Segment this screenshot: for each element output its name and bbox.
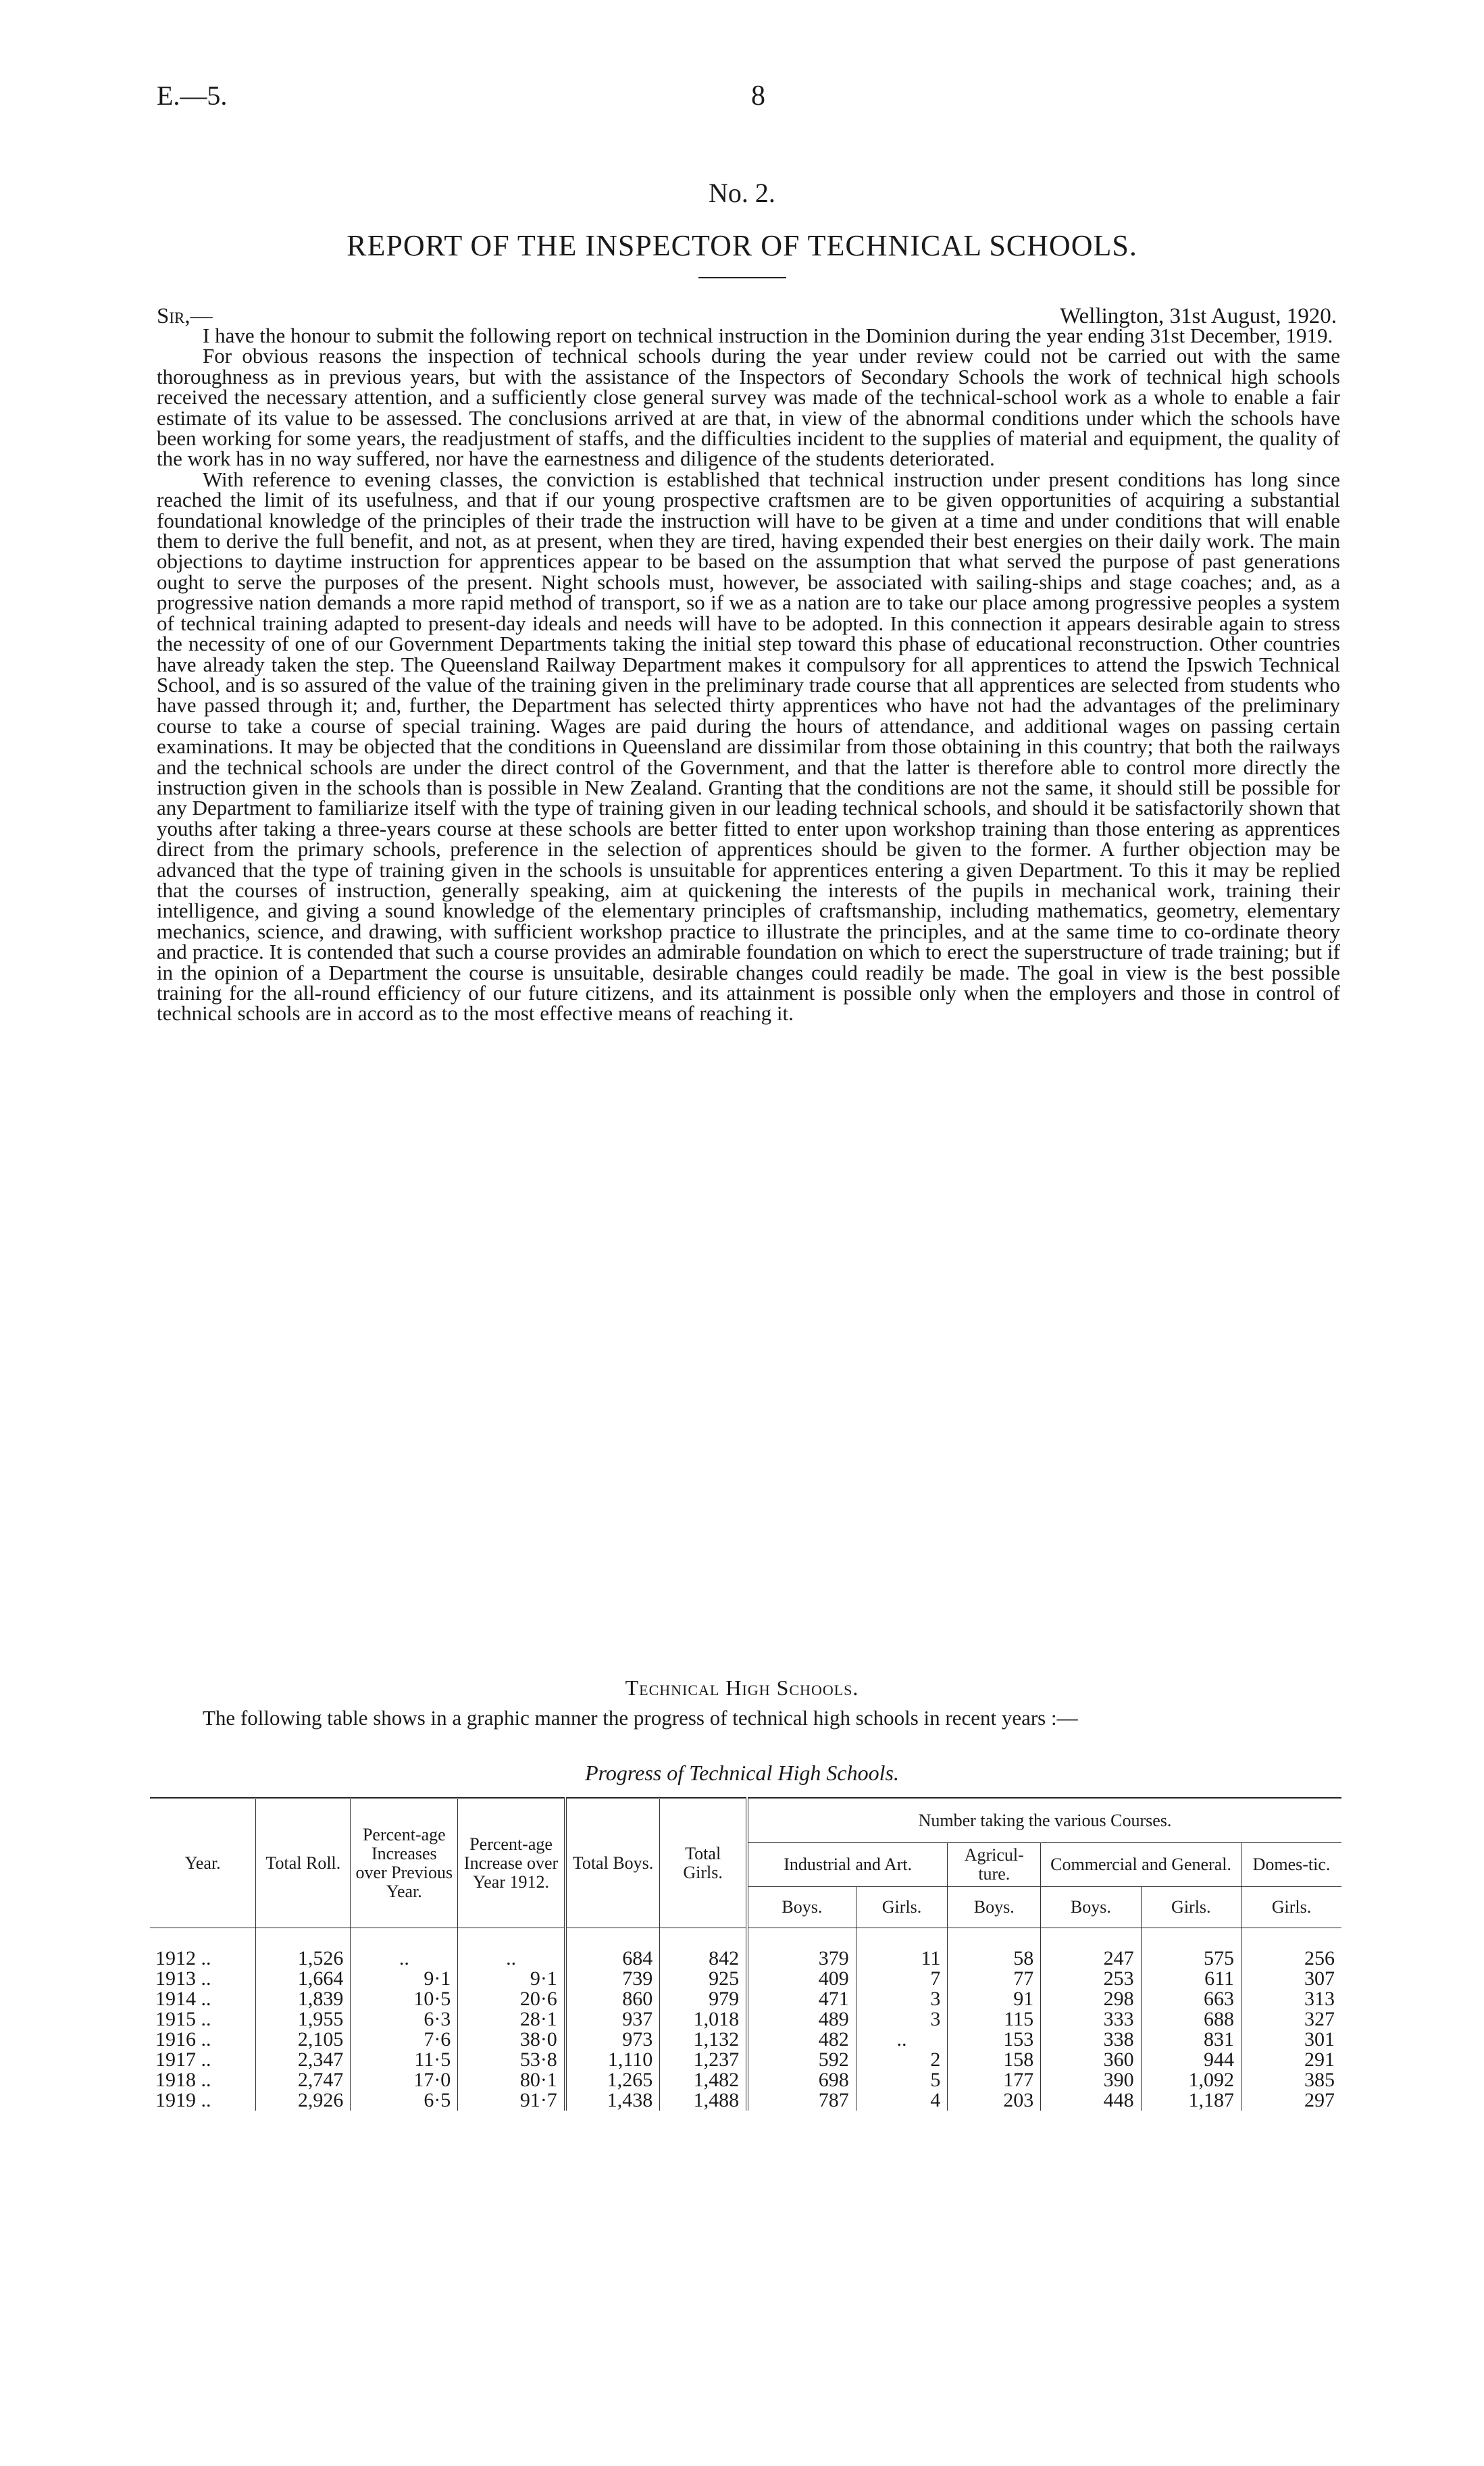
- cell-pct-1912: 9·1: [458, 1969, 565, 1989]
- cell-pct-1912: 91·7: [458, 2090, 565, 2111]
- cell-agriculture-boys: 177: [948, 2070, 1041, 2090]
- header-total-girls: Total Girls.: [660, 1798, 747, 1928]
- cell-industrial-boys: 471: [747, 1989, 856, 2009]
- cell-year: 1919 ..: [150, 2090, 256, 2111]
- header-agriculture-boys: Boys.: [948, 1887, 1041, 1928]
- cell-industrial-boys: 787: [747, 2090, 856, 2111]
- cell-pct-prev: 6·3: [351, 2009, 458, 2030]
- cell-agriculture-boys: 153: [948, 2030, 1041, 2050]
- cell-domestic-girls: 313: [1304, 1988, 1335, 2010]
- cell-industrial-girls: 5: [856, 2070, 948, 2090]
- cell-year: 1916 ..: [150, 2030, 256, 2050]
- cell-industrial-girls: 7: [856, 1969, 948, 1989]
- cell-total-boys: 684: [565, 1928, 660, 1969]
- cell-domestic-girls: 385: [1304, 2069, 1335, 2091]
- header-domestic: Domes-tic.: [1242, 1843, 1342, 1887]
- cell-domestic-girls: 307: [1304, 1967, 1335, 1990]
- cell-domestic-girls: 256: [1304, 1947, 1335, 1969]
- cell-pct-1912: 28·1: [458, 2009, 565, 2030]
- cell-total-roll: 1,839: [256, 1989, 351, 2009]
- dateline: Wellington, 31st August, 1920.: [1060, 304, 1337, 328]
- progress-table: [150, 1797, 1341, 2111]
- cell-total-girls: 1,488: [660, 2090, 747, 2111]
- cell-industrial-girls: 3: [856, 2009, 948, 2030]
- cell-total-boys: 1,438: [565, 2090, 660, 2111]
- cell-total-boys: 973: [565, 2030, 660, 2050]
- cell-commercial-girls: 1,092: [1141, 2070, 1241, 2090]
- table-row: [150, 2050, 1341, 2070]
- cell-year: 1918 ..: [150, 2070, 256, 2090]
- cell-year: 1912 ..: [150, 1928, 256, 1969]
- cell-commercial-boys: 338: [1041, 2030, 1141, 2050]
- cell-year: 1913 ..: [150, 1969, 256, 1989]
- cell-total-roll: 1,955: [256, 2009, 351, 2030]
- cell-commercial-boys: 333: [1041, 2009, 1141, 2030]
- paragraph: For obvious reasons the inspection of technical schools during the year under review could not be carried out with the same thoroughness as in previous years, but with the assistance of the Inspectors of Secondary Schools the work of technical high schools received the necessary attention, and a sufficiently close general survey was made of the technical-school work as a whole to enable a fair estimate of its value to be assessed. The conclusions arrived at are that, in view of the abnormal conditions under which the schools have been working for some years, the readjustment of staffs, and the difficulties incident to the supplies of material and equipment, the quality of the work has in no way suffered, nor have the earnestness and diligence of the students deteriorated.: [157, 344, 1340, 471]
- cell-agriculture-boys: 115: [948, 2009, 1041, 2030]
- cell-commercial-boys: 448: [1041, 2090, 1141, 2111]
- cell-total-roll: 1,526: [256, 1928, 351, 1969]
- title-divider: [698, 277, 786, 278]
- cell-industrial-boys: 409: [747, 1969, 856, 1989]
- cell-industrial-girls: ..: [856, 2030, 948, 2050]
- cell-pct-1912: 80·1: [458, 2070, 565, 2090]
- cell-year: 1917 ..: [150, 2050, 256, 2070]
- table-row: [150, 1989, 1341, 2009]
- cell-total-roll: 2,347: [256, 2050, 351, 2070]
- cell-total-girls: 925: [660, 1969, 747, 1989]
- cell-industrial-girls: 11: [856, 1928, 948, 1969]
- cell-pct-prev: 11·5: [351, 2050, 458, 2070]
- header-pct-1912: Percent-age Increase over Year 1912.: [458, 1798, 565, 1928]
- table-row: [150, 2030, 1341, 2050]
- cell-total-girls: 1,132: [660, 2030, 747, 2050]
- cell-commercial-girls: 831: [1141, 2030, 1241, 2050]
- cell-agriculture-boys: 77: [948, 1969, 1041, 1989]
- cell-industrial-girls: 4: [856, 2090, 948, 2111]
- table-row: [150, 2070, 1341, 2090]
- cell-commercial-boys: 390: [1041, 2070, 1141, 2090]
- cell-total-roll: 2,926: [256, 2090, 351, 2111]
- cell-total-boys: 937: [565, 2009, 660, 2030]
- cell-commercial-girls: 688: [1141, 2009, 1241, 2030]
- cell-total-roll: 2,747: [256, 2070, 351, 2090]
- cell-commercial-girls: 575: [1141, 1928, 1241, 1969]
- cell-agriculture-boys: 58: [948, 1928, 1041, 1969]
- header-pct-prev: Percent-age Increases over Previous Year.: [351, 1798, 458, 1928]
- cell-commercial-boys: 298: [1041, 1989, 1141, 2009]
- cell-industrial-girls: 3: [856, 1989, 948, 2009]
- cell-domestic-girls: 301: [1304, 2028, 1335, 2050]
- cell-year: 1915 ..: [150, 2009, 256, 2030]
- cell-pct-1912: 20·6: [458, 1989, 565, 2009]
- cell-total-girls: 979: [660, 1989, 747, 2009]
- report-body: [157, 326, 1340, 1024]
- cell-industrial-boys: 482: [747, 2030, 856, 2050]
- cell-industrial-girls: 2: [856, 2050, 948, 2070]
- cell-commercial-girls: 611: [1141, 1969, 1241, 1989]
- cell-commercial-girls: 663: [1141, 1989, 1241, 2009]
- report-number: No. 2.: [709, 178, 775, 208]
- table-body: [150, 1928, 1341, 2111]
- report-title: REPORT OF THE INSPECTOR OF TECHNICAL SCHOOLS.: [347, 229, 1137, 262]
- cell-total-girls: 1,237: [660, 2050, 747, 2070]
- page-header: [157, 80, 1337, 120]
- cell-industrial-boys: 489: [747, 2009, 856, 2030]
- header-industrial: Industrial and Art.: [747, 1843, 948, 1887]
- table-row: [150, 2009, 1341, 2030]
- cell-commercial-boys: 247: [1041, 1928, 1141, 1969]
- cell-commercial-boys: 360: [1041, 2050, 1141, 2070]
- cell-pct-prev: 9·1: [351, 1969, 458, 1989]
- cell-pct-prev: 6·5: [351, 2090, 458, 2111]
- section-heading: Technical High Schools.: [625, 1676, 859, 1700]
- cell-domestic-girls: 297: [1304, 2089, 1335, 2111]
- cell-pct-1912: 53·8: [458, 2050, 565, 2070]
- cell-industrial-boys: 698: [747, 2070, 856, 2090]
- cell-commercial-girls: 944: [1141, 2050, 1241, 2070]
- cell-total-girls: 1,482: [660, 2070, 747, 2090]
- cell-pct-prev: 10·5: [351, 1989, 458, 2009]
- cell-pct-1912: ..: [458, 1928, 565, 1969]
- table-row: [150, 1928, 1341, 1969]
- cell-total-boys: 860: [565, 1989, 660, 2009]
- cell-total-boys: 1,265: [565, 2070, 660, 2090]
- header-courses: Number taking the various Courses.: [747, 1798, 1341, 1843]
- cell-domestic-girls: 291: [1304, 2048, 1335, 2071]
- header-industrial-boys: Boys.: [747, 1887, 856, 1928]
- cell-pct-prev: 17·0: [351, 2070, 458, 2090]
- cell-total-roll: 2,105: [256, 2030, 351, 2050]
- header-commercial-boys: Boys.: [1041, 1887, 1141, 1928]
- cell-total-roll: 1,664: [256, 1969, 351, 1989]
- cell-industrial-boys: 592: [747, 2050, 856, 2070]
- cell-industrial-boys: 379: [747, 1928, 856, 1969]
- header-year: Year.: [150, 1798, 256, 1928]
- cell-domestic-girls: 327: [1304, 2008, 1335, 2030]
- header-commercial: Commercial and General.: [1041, 1843, 1242, 1887]
- cell-total-boys: 739: [565, 1969, 660, 1989]
- document-reference: E.—5.: [157, 80, 228, 111]
- table-row: [150, 2090, 1341, 2111]
- salutation: Sir,—: [157, 304, 213, 328]
- header-agriculture: Agricul-ture.: [948, 1843, 1041, 1887]
- cell-total-girls: 842: [660, 1928, 747, 1969]
- header-domestic-girls: Girls.: [1242, 1887, 1342, 1928]
- paragraph: I have the honour to submit the following report on technical instruction in the Dominion during the year ending 31st December, 1919.: [203, 324, 1333, 347]
- cell-total-boys: 1,110: [565, 2050, 660, 2070]
- page-number: 8: [751, 80, 765, 111]
- cell-agriculture-boys: 203: [948, 2090, 1041, 2111]
- table-row: [150, 1969, 1341, 1989]
- paragraph: With reference to evening classes, the conviction is established that technical instruction under present conditions has long since reached the limit of its usefulness, and that if our young prospective craftsmen are to be given opportunities of acquiring a substantial foundational knowledge of the principles of their trade the instruction will have to be given at a time and under conditions that will enable them to derive the full benefit, and not, as at present, when they are tired, having expended their best energies on their daily work. The main objections to daytime instruction for apprentices appear to be based on the assumption that what served the purpose of past generations ought to serve the purposes of the present. Night schools must, however, be associated with sailing-ships and stage coaches; and, as a progressive nation demands a more rapid method of transport, so if we as a nation are to take our place among progressive peoples a system of technical training adapted to present-day ideals and needs will have to be adopted. In this connection it appears desirable again to stress the necessity of one of our Government Departments taking the initial step toward this phase of educational reconstruction. Other countries have already taken the step. The Queensland Railway Department makes it compulsory for all apprentices to attend the Ipswich Technical School, and is so assured of the value of the training given in the preliminary trade course that all apprentices are selected from students who have passed through it; and, further, the Department has selected thirty apprentices who have not had the advantages of the preliminary course to take a course of special training. Wages are paid during the hours of attendance, and additional wages on passing certain examinations. It may be objected that the conditions in Queensland are dissimilar from those obtaining in this country; that both the railways and the technical schools are under the direct control of the Government, and that the latter is therefore able to control more directly the instruction given in the schools than is possible in New Zealand. Granting that the conditions are not the same, it should still be possible for any Department to familiarize itself with the type of training given in our leading technical schools, and should it be satisfactorily shown that youths after taking a three-years course at these schools are better fitted to enter upon workshop training than those entering as apprentices direct from the primary schools, preference in the selection of apprentices should be given to the former. A further objection may be advanced that the type of training given in the schools is unsuitable for apprentices entering a given Department. To this it may be replied that the courses of instruction, generally speaking, aim at quickening the interests of the pupils in mechanical work, training their intelligence, and giving a sound knowledge of the elementary principles of craftsmanship, including mathematics, geometry, elementary mechanics, science, and drawing, with sufficient workshop practice to illustrate the principles, and at the same time to co-ordinate theory and practice. It is contended that such a course provides an admirable foundation on which to erect the superstructure of trade training; but if in the opinion of a Department the course is unsuitable, desirable changes could readily be made. The goal in view is the best possible training for the all-round efficiency of our future citizens, and its attainment is possible only when the employers and those in control of technical schools are in accord as to the most effective means of reaching it.: [157, 467, 1340, 1026]
- table-title: Progress of Technical High Schools.: [585, 1761, 899, 1785]
- cell-year: 1914 ..: [150, 1989, 256, 2009]
- header-total-boys: Total Boys.: [565, 1798, 660, 1928]
- cell-total-girls: 1,018: [660, 2009, 747, 2030]
- cell-pct-prev: 7·6: [351, 2030, 458, 2050]
- header-commercial-girls: Girls.: [1141, 1887, 1241, 1928]
- cell-pct-1912: 38·0: [458, 2030, 565, 2050]
- cell-agriculture-boys: 91: [948, 1989, 1041, 2009]
- cell-agriculture-boys: 158: [948, 2050, 1041, 2070]
- cell-pct-prev: ..: [351, 1928, 458, 1969]
- table-intro: The following table shows in a graphic manner the progress of technical high schools in recent years :—: [203, 1706, 1078, 1730]
- cell-commercial-boys: 253: [1041, 1969, 1141, 1989]
- cell-commercial-girls: 1,187: [1141, 2090, 1241, 2111]
- header-industrial-girls: Girls.: [856, 1887, 948, 1928]
- header-total-roll: Total Roll.: [256, 1798, 351, 1928]
